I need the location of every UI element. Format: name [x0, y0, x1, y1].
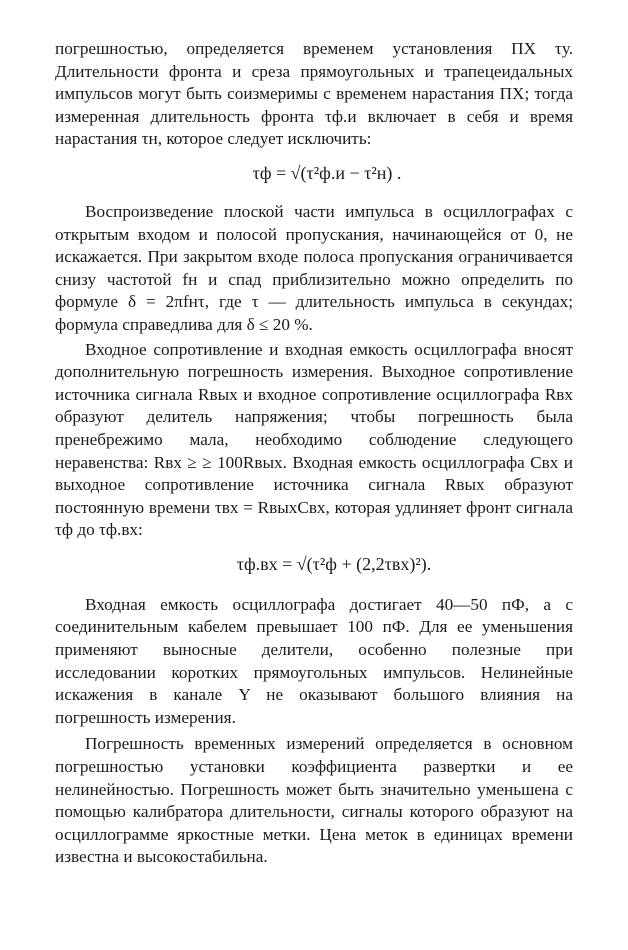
paragraph-5: Погрешность временных измерений определяется в основном погрешностью установки коэффициента развертки и ее нелинейностью. Погрешность может быть значительно уменьшена с помощью калибратора длительности, сигналы которого образуют на осциллограмме яркостные метки. Цена меток в единицах времени известна и высокостабильна. — [55, 734, 573, 867]
page-body — [55, 38, 573, 869]
formula-1: τф = √(τ²ф.и − τ²н) . — [252, 162, 402, 183]
paragraph-4: Входная емкость осциллографа достигает 40—50 пФ, а с соединительным кабелем превышает 100 пФ. Для ее уменьшения применяют выносные делители, особенно полезные при исследовании коротких прямоугольных импульсов. Нелинейные искажения в канале Y не оказывают большого влияния на погрешность измерения. — [55, 594, 573, 727]
paragraph-2: Воспроизведение плоской части импульса в осциллографах с открытым входом и полосой пропускания, начинающейся от 0, не искажается. При закрытом входе полоса пропускания ограничивается снизу частотой fн и спад приблизительно можно определить по формуле δ = 2πfнτ, где τ — длительность импульса в секундах; формула справедлива для δ ≤ 20 %. — [55, 201, 573, 334]
paragraph-3: Входное сопротивление и входная емкость осциллографа вносят дополнительную погрешность измерения. Выходное сопротивление источника сигнала Rвых и входное сопротивление осциллографа Rвх образуют делитель напряжения; чтобы погрешность была пренебрежимо мала, необходимо соблюдение следующего неравенства: Rвх ≥ ≥ 100Rвых. Входная емкость осциллографа Cвх и выходное сопротивление источника сигнала Rвых образуют постоянную времени τвх = RвыхCвх, которая удлиняет фронт сигнала τф до τф.вх: — [55, 339, 573, 540]
formula-2: τф.вх = √(τ²ф + (2,2τвх)²). — [236, 553, 432, 574]
paragraph-1: погрешностью, определяется временем установления ПХ τу. Длительности фронта и среза прямоугольных и трапецеидальных импульсов могут быть соизмеримы с временем нарастания ПХ; тогда измеренная длительность фронта τф.и включает в себя и время нарастания τн, которое следует исключить: — [55, 39, 573, 149]
